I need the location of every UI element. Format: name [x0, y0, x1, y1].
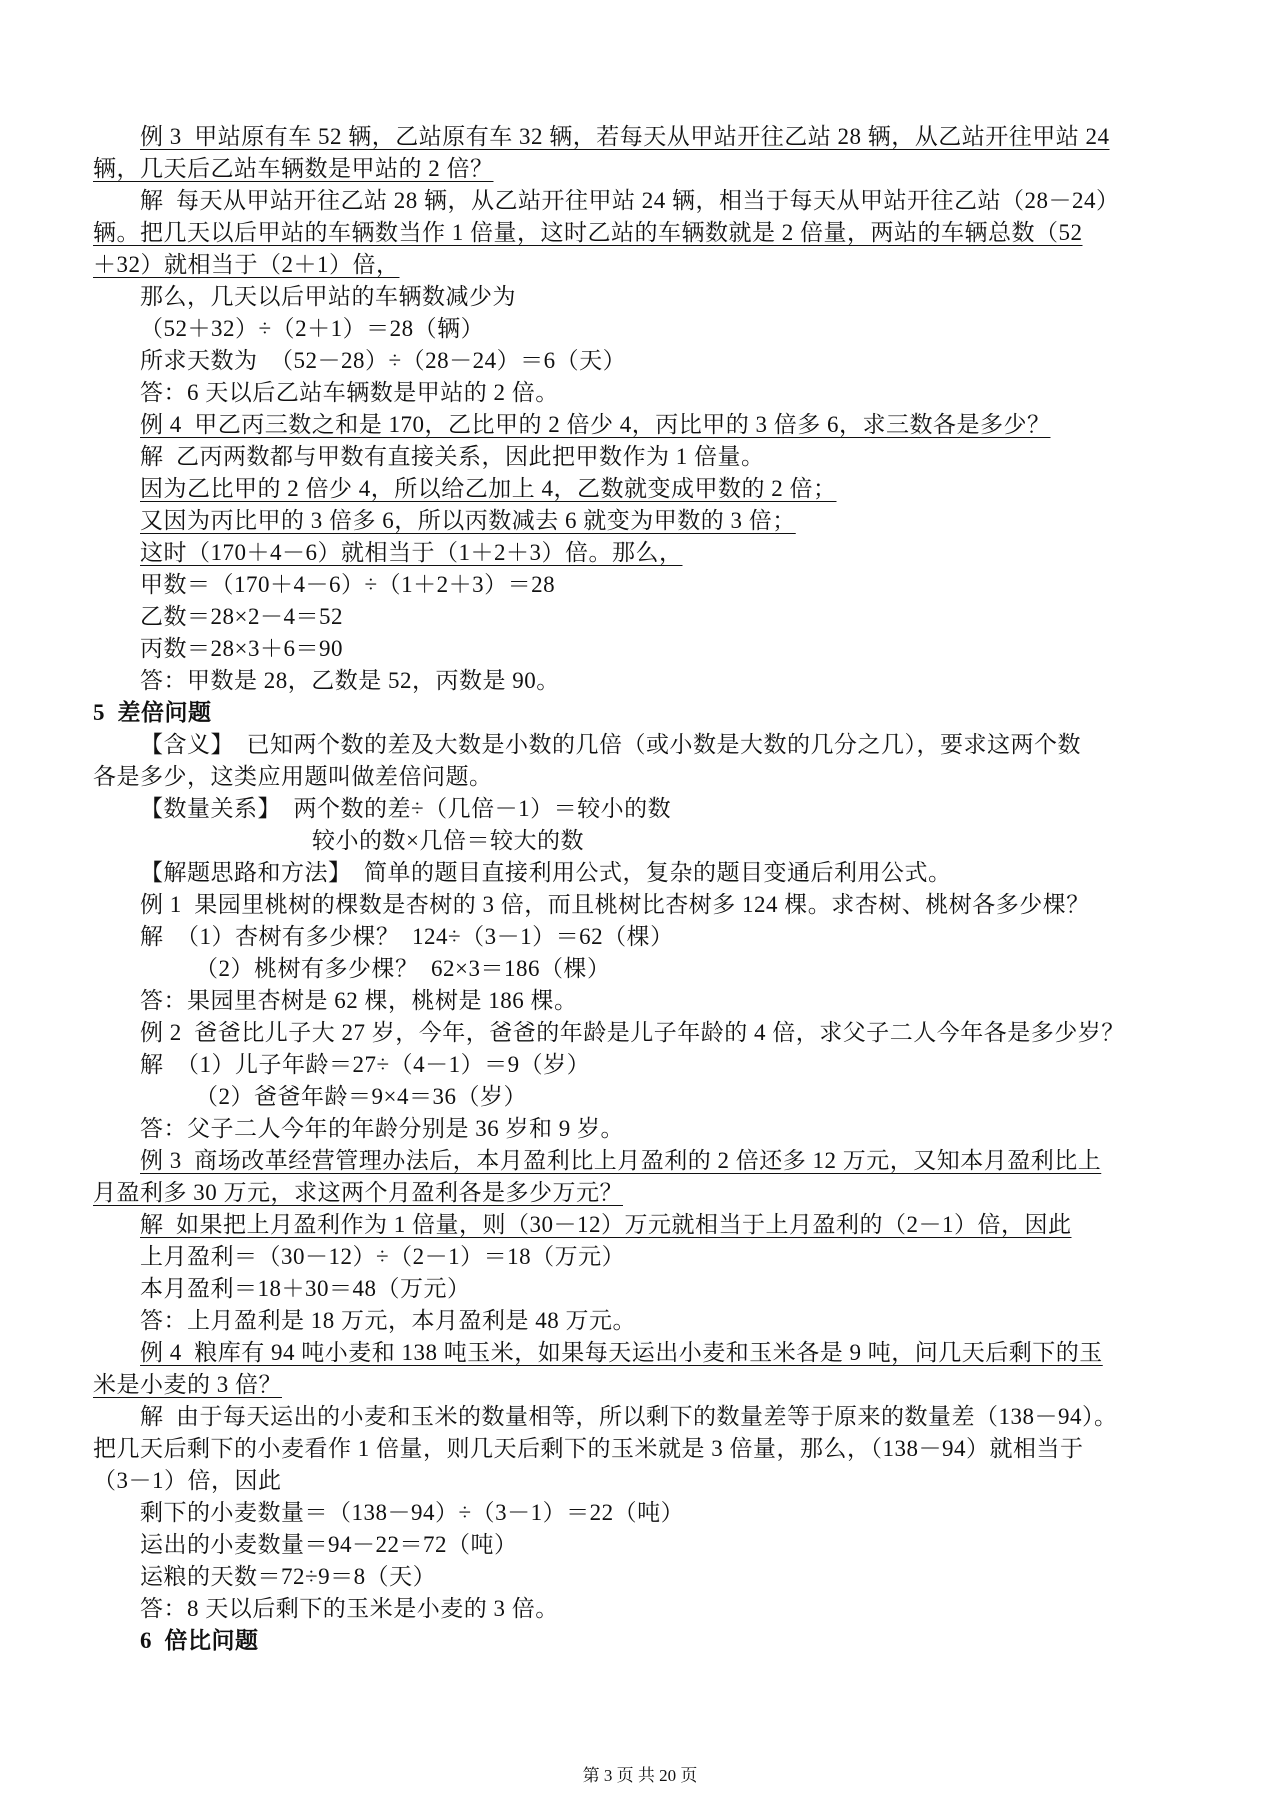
example-2-question: 例 2 爸爸比儿子大 27 岁，今年，爸爸的年龄是儿子年龄的 4 倍，求父子二人今年各是多少岁？	[140, 1020, 1125, 1045]
answer-line: 答：6 天以后乙站车辆数是甲站的 2 倍。	[140, 380, 559, 405]
formula-line: （52＋32）÷（2＋1）＝28（辆）	[140, 316, 485, 341]
definition-line-1: 【含义】 已知两个数的差及大数是小数的几倍（或小数是大数的几分之几），要求这两个数	[140, 732, 1081, 757]
section-heading-6: 6 倍比问题	[140, 1628, 259, 1653]
example-3-solution-line-3: ＋32）就相当于（2＋1）倍，	[93, 252, 400, 277]
example-4-solution: 解 乙丙两数都与甲数有直接关系，因此把甲数作为 1 倍量。	[140, 444, 765, 469]
example-3-question-line-2: 月盈利多 30 万元，求这两个月盈利各是多少万元？	[93, 1180, 623, 1205]
text-line: 这时（170＋4－6）就相当于（1＋2＋3）倍。那么，	[140, 540, 683, 565]
definition-line-2: 各是多少，这类应用题叫做差倍问题。	[93, 764, 493, 789]
example-3-question-line-1: 例 3 甲站原有车 52 辆，乙站原有车 32 辆，若每天从甲站开往乙站 28 辆，从乙站开往甲站 24	[140, 124, 1110, 149]
answer-line: 答：甲数是 28，乙数是 52，丙数是 90。	[140, 668, 560, 693]
method-line: 【解题思路和方法】 简单的题目直接利用公式，复杂的题目变通后利用公式。	[140, 860, 952, 885]
example-4-solution-line-2: 把几天后剩下的小麦看作 1 倍量，则几天后剩下的玉米就是 3 倍量，那么，（138－94）就相当于	[93, 1436, 1084, 1461]
answer-line: 答：果园里杏树是 62 棵，桃树是 186 棵。	[140, 988, 578, 1013]
text-line: 因为乙比甲的 2 倍少 4，所以给乙加上 4，乙数就变成甲数的 2 倍；	[140, 476, 837, 501]
answer-line: 答：父子二人今年的年龄分别是 36 岁和 9 岁。	[140, 1116, 624, 1141]
example-4-question-line-2: 米是小麦的 3 倍？	[93, 1372, 282, 1397]
example-1-question: 例 1 果园里桃树的棵数是杏树的 3 倍，而且桃树比杏树多 124 棵。求杏树、桃树各多少棵？	[140, 892, 1090, 917]
text-line: 那么，几天以后甲站的车辆数减少为	[140, 284, 516, 309]
example-2-solution-2: （2）爸爸年龄＝9×4＝36（岁）	[195, 1084, 527, 1109]
page-footer: 第 3 页 共 20 页	[582, 1766, 698, 1785]
example-1-solution-2: （2）桃树有多少棵？ 62×3＝186（棵）	[195, 956, 611, 981]
formula-line: 剩下的小麦数量＝（138－94）÷（3－1）＝22（吨）	[140, 1500, 685, 1525]
formula-line: 所求天数为 （52－28）÷（28－24）＝6（天）	[140, 348, 627, 373]
formula-line: 运出的小麦数量＝94－22＝72（吨）	[140, 1532, 518, 1557]
formula-line: 乙数＝28×2－4＝52	[140, 604, 343, 629]
example-3-solution: 解 如果把上月盈利作为 1 倍量，则（30－12）万元就相当于上月盈利的（2－1）倍，因此	[140, 1212, 1072, 1237]
answer-line: 答：8 天以后剩下的玉米是小麦的 3 倍。	[140, 1596, 559, 1621]
formula-line: 运粮的天数＝72÷9＝8（天）	[140, 1564, 437, 1589]
formula-line: 本月盈利＝18＋30＝48（万元）	[140, 1276, 471, 1301]
formula-line: 上月盈利＝（30－12）÷（2－1）＝18（万元）	[140, 1244, 626, 1269]
quantity-relation-line-2: 较小的数×几倍＝较大的数	[312, 828, 584, 853]
section-heading-5: 5 差倍问题	[93, 700, 212, 725]
text-line: 又因为丙比甲的 3 倍多 6，所以丙数减去 6 就变为甲数的 3 倍；	[140, 508, 796, 533]
example-4-solution-line-3: （3－1）倍，因此	[93, 1468, 282, 1493]
example-2-solution-1: 解 （1）儿子年龄＝27÷（4－1）＝9（岁）	[140, 1052, 591, 1077]
example-3-solution-line-1: 解 每天从甲站开往乙站 28 辆，从乙站开往甲站 24 辆，相当于每天从甲站开往乙站（28－24）	[140, 188, 1120, 213]
example-4-solution-line-1: 解 由于每天运出的小麦和玉米的数量相等，所以剩下的数量差等于原来的数量差（138－94）。	[140, 1404, 1118, 1429]
answer-line: 答：上月盈利是 18 万元，本月盈利是 48 万元。	[140, 1308, 636, 1333]
example-3-solution-line-2: 辆。把几天以后甲站的车辆数当作 1 倍量，这时乙站的车辆数就是 2 倍量，两站的车辆总数（52	[93, 220, 1083, 245]
example-3-question-line-2: 辆，几天后乙站车辆数是甲站的 2 倍？	[93, 156, 494, 181]
quantity-relation-line-1: 【数量关系】 两个数的差÷（几倍－1）＝较小的数	[140, 796, 672, 821]
example-3-question-line-1: 例 3 商场改革经营管理办法后，本月盈利比上月盈利的 2 倍还多 12 万元，又知本月盈利比上	[140, 1148, 1102, 1173]
example-4-question: 例 4 甲乙丙三数之和是 170，乙比甲的 2 倍少 4，丙比甲的 3 倍多 6，求三数各是多少？	[140, 412, 1051, 437]
formula-line: 丙数＝28×3＋6＝90	[140, 636, 343, 661]
example-4-question-line-1: 例 4 粮库有 94 吨小麦和 138 吨玉米，如果每天运出小麦和玉米各是 9 吨，问几天后剩下的玉	[140, 1340, 1103, 1365]
formula-line: 甲数＝（170＋4－6）÷（1＋2＋3）＝28	[140, 572, 556, 597]
example-1-solution-1: 解 （1）杏树有多少棵？ 124÷（3－1）＝62（棵）	[140, 924, 674, 949]
